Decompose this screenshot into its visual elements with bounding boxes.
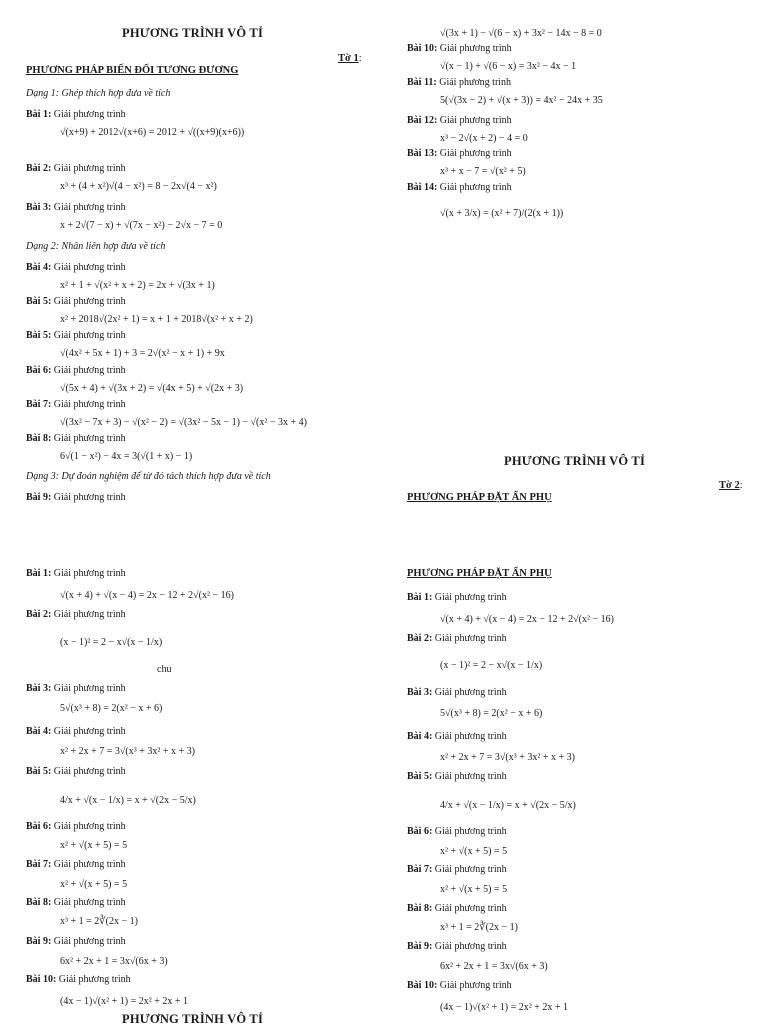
sheet2-to-colon: : <box>739 480 743 491</box>
problem-equation: x² + 2x + 7 = 3√(x³ + 3x² + x + 3) <box>440 752 575 763</box>
problem-equation: x³ + 1 = 2∛(2x − 1) <box>60 916 138 927</box>
problem-equation: √(x + 4) + √(x − 4) = 2x − 12 + 2√(x² − 16) <box>440 614 614 625</box>
problem-label: Bài 14: Giải phương trình <box>407 182 512 193</box>
problem-equation: x³ + (4 + x²)√(4 − x²) = 8 − 2x√(4 − x²) <box>60 181 217 192</box>
problem-equation: √(x + 3/x) = (x² + 7)/(2(x + 1)) <box>440 208 564 219</box>
problem-label: Bài 7: Giải phương trình <box>26 859 126 870</box>
problem-label: Bài 13: Giải phương trình <box>407 148 512 159</box>
problem-equation: x² + √(x + 5) = 5 <box>440 846 508 857</box>
problem-equation: 6x² + 2x + 1 = 3x√(6x + 3) <box>440 961 548 972</box>
problem-equation: √(4x² + 5x + 1) + 3 = 2√(x² − x + 1) + 9x <box>60 348 225 359</box>
problem-label: Bài 6: Giải phương trình <box>407 826 507 837</box>
problem-label: Bài 7: Giải phương trình <box>26 399 126 410</box>
problem-equation: x² + √(x + 5) = 5 <box>60 840 128 851</box>
problem-label: Bài 9: Giải phương trình <box>407 941 507 952</box>
dang2-heading: Dạng 2: Nhân liên hợp đưa về tích <box>26 241 166 252</box>
problem-label: Bài 4: Giải phương trình <box>26 262 126 273</box>
problem-equation: x³ − 2√(x + 2) − 4 = 0 <box>440 133 528 144</box>
problem-equation: x + 2√(7 − x) + √(7x − x²) − 2√x − 7 = 0 <box>60 220 223 231</box>
problem-equation: 4/x + √(x − 1/x) = x + √(2x − 5/x) <box>60 795 196 806</box>
problem-label: Bài 5: Giải phương trình <box>407 771 507 782</box>
sheet2-to-text: Tờ 2 <box>719 480 740 491</box>
sheet1-title: PHƯƠNG TRÌNH VÔ TỈ <box>122 26 264 40</box>
problem-label: Bài 5: Giải phương trình <box>26 330 126 341</box>
problem-label: Bài 2: Giải phương trình <box>26 163 126 174</box>
problem-equation: (x − 1)² = 2 − x√(x − 1/x) <box>60 637 163 648</box>
problem-equation: √(x+9) + 2012√(x+6) = 2012 + √((x+9)(x+6)) <box>60 127 245 138</box>
problem-label: Bài 11: Giải phương trình <box>407 77 512 88</box>
bottom-title: PHƯƠNG TRÌNH VÔ TỈ <box>122 1012 264 1026</box>
problem-label: Bài 4: Giải phương trình <box>26 726 126 737</box>
problem-label: Bài 10: Giải phương trình <box>26 974 131 985</box>
problem-label: Bài 9: Giải phương trình <box>26 492 126 503</box>
sheet1-to-text: Tờ 1 <box>338 53 359 64</box>
sheet2-to-label <box>719 480 743 491</box>
right-section-title: PHƯƠNG PHÁP ĐẶT ẨN PHỤ <box>407 568 552 579</box>
problem-label: Bài 1: Giải phương trình <box>26 109 126 120</box>
problem-label: Bài 1: Giải phương trình <box>26 568 126 579</box>
problem-label: Bài 3: Giải phương trình <box>26 683 126 694</box>
problem-label: Bài 8: Giải phương trình <box>407 903 507 914</box>
sheet1-section-title: PHƯƠNG PHÁP BIẾN ĐỔI TƯƠNG ĐƯƠNG <box>26 65 239 76</box>
problem-equation: x² + 2018√(2x² + 1) = x + 1 + 2018√(x² + x + 2) <box>60 314 253 325</box>
problem-label: Bài 3: Giải phương trình <box>407 687 507 698</box>
problem-label: Bài 5: Giải phương trình <box>26 296 126 307</box>
problem-equation: 4/x + √(x − 1/x) = x + √(2x − 5/x) <box>440 800 576 811</box>
problem-label: Bài 9: Giải phương trình <box>26 936 126 947</box>
problem-label: Bài 3: Giải phương trình <box>26 202 126 213</box>
sheet2-title: PHƯƠNG TRÌNH VÔ TỈ <box>504 454 646 468</box>
problem-label: Bài 5: Giải phương trình <box>26 766 126 777</box>
dang3-heading: Dạng 3: Dự đoán nghiệm để từ đó tách thích hợp đưa về tích <box>26 471 271 482</box>
problem-equation: 6x² + 2x + 1 = 3x√(6x + 3) <box>60 956 168 967</box>
problem-label: Bài 6: Giải phương trình <box>26 365 126 376</box>
sheet2-section-title: PHƯƠNG PHÁP ĐẶT ẨN PHỤ <box>407 492 552 503</box>
problem-label: Bài 2: Giải phương trình <box>26 609 126 620</box>
problem-equation: x² + √(x + 5) = 5 <box>60 879 128 890</box>
problem-label: Bài 8: Giải phương trình <box>26 433 126 444</box>
problem-label: Bài 12: Giải phương trình <box>407 115 512 126</box>
problem-label: Bài 10: Giải phương trình <box>407 980 512 991</box>
stray-text: chu <box>157 664 172 675</box>
problem-label: Bài 2: Giải phương trình <box>407 633 507 644</box>
problem-label: Bài 6: Giải phương trình <box>26 821 126 832</box>
problem-label: Bài 1: Giải phương trình <box>407 592 507 603</box>
problem-equation: 6√(1 − x²) − 4x = 3(√(1 + x) − 1) <box>60 451 193 462</box>
problem-equation: x² + √(x + 5) = 5 <box>440 884 508 895</box>
problem-label: Bài 7: Giải phương trình <box>407 864 507 875</box>
problem-equation: (4x − 1)√(x² + 1) = 2x² + 2x + 1 <box>60 996 189 1007</box>
problem-equation: √(3x² − 7x + 3) − √(x² − 2) = √(3x² − 5x − 1) − √(x² − 3x + 4) <box>60 417 307 428</box>
sheet1-to-colon: : <box>358 53 362 64</box>
problem-equation: 5√(x³ + 8) = 2(x² − x + 6) <box>60 703 163 714</box>
problem-equation: √(3x + 1) − √(6 − x) + 3x² − 14x − 8 = 0 <box>440 28 602 39</box>
problem-equation: (4x − 1)√(x² + 1) = 2x² + 2x + 1 <box>440 1002 569 1013</box>
problem-equation: (x − 1)² = 2 − x√(x − 1/x) <box>440 660 543 671</box>
problem-equation: √(x + 4) + √(x − 4) = 2x − 12 + 2√(x² − 16) <box>60 590 234 601</box>
sheet1-to-label <box>338 53 362 64</box>
problem-label: Bài 8: Giải phương trình <box>26 897 126 908</box>
problem-equation: x² + 1 + √(x² + x + 2) = 2x + √(3x + 1) <box>60 280 215 291</box>
problem-equation: √(x − 1) + √(6 − x) = 3x² − 4x − 1 <box>440 61 577 72</box>
problem-equation: 5√(x³ + 8) = 2(x² − x + 6) <box>440 708 543 719</box>
problem-label: Bài 4: Giải phương trình <box>407 731 507 742</box>
problem-equation: x³ + x − 7 = √(x² + 5) <box>440 166 526 177</box>
problem-equation: x³ + 1 = 2∛(2x − 1) <box>440 922 518 933</box>
dang1-heading: Dạng 1: Ghép thích hợp đưa về tích <box>26 88 171 99</box>
problem-label: Bài 10: Giải phương trình <box>407 43 512 54</box>
problem-equation: x² + 2x + 7 = 3√(x³ + 3x² + x + 3) <box>60 746 195 757</box>
problem-equation: √(5x + 4) + √(3x + 2) = √(4x + 5) + √(2x + 3) <box>60 383 244 394</box>
problem-equation: 5(√(3x − 2) + √(x + 3)) = 4x² − 24x + 35 <box>440 95 603 106</box>
